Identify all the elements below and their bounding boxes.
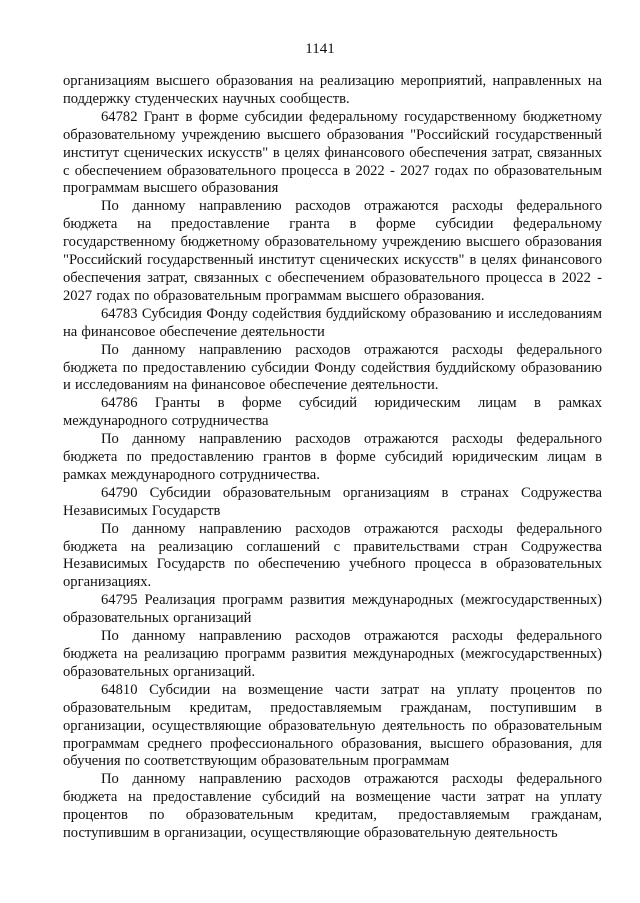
page-number: 1141 <box>305 41 335 57</box>
item-description-64783: По данному направлению расходов отражаются расходы федерального бюджета по предоставлению субсидии Фонду содействия буддийскому образованию и исследованиям на финансовое обеспечение деятельности. <box>63 341 602 394</box>
item-heading-64790: 64790 Субсидии образовательным организациям в странах Содружества Независимых Государств <box>63 484 602 519</box>
item-description-64786: По данному направлению расходов отражаются расходы федерального бюджета по предоставлению грантов в форме субсидий юридическим лицам в рамках международного сотрудничества. <box>63 431 602 483</box>
document-body <box>63 73 602 843</box>
item-heading-64810: 64810 Субсидии на возмещение части затрат на уплату процентов по образовательным кредитам, предоставляемым гражданам, поступившим в организации, осуществляющие образовательную деятельность по образовательным программам среднего профессионального образования, высшего образования, для обучения по соответствующим образовательным программам <box>63 681 602 770</box>
item-heading-64795: 64795 Реализация программ развития международных (межгосударственных) образовательных организаций <box>63 592 602 627</box>
item-heading-64782: 64782 Грант в форме субсидии федеральному государственному бюджетному образовательному учреждению высшего образования "Российский государственный институт сценических искусств" в целях финансового обеспечения затрат, связанных с обеспечением образовательного процесса в 2022 - 2027 годах по образовательным программам высшего образования <box>63 108 602 197</box>
item-heading-64786: 64786 Гранты в форме субсидий юридическим лицам в рамках международного сотрудничества <box>63 395 602 430</box>
item-heading-64783: 64783 Субсидия Фонду содействия буддийскому образованию и исследованиям на финансовое обеспечение деятельности <box>63 305 602 340</box>
paragraph-continuation: организациям высшего образования на реализацию мероприятий, направленных на поддержку студенческих научных сообществ. <box>63 73 602 107</box>
item-description-64795: По данному направлению расходов отражаются расходы федерального бюджета на реализацию программ развития международных (межгосударственных) образовательных организаций. <box>63 628 602 680</box>
item-description-64790: По данному направлению расходов отражаются расходы федерального бюджета на реализацию соглашений с правительствами стран Содружества Независимых Государств по обеспечению учебного процесса в образовательных организациях. <box>63 520 602 591</box>
item-description-64810: По данному направлению расходов отражаются расходы федерального бюджета на предоставление субсидий на возмещение части затрат на уплату процентов по образовательным кредитам, предоставляемым гражданам, поступившим в организации, осуществляющие образовательную деятельность <box>63 771 602 842</box>
item-description-64782: По данному направлению расходов отражаются расходы федерального бюджета на предоставление гранта в форме субсидии федеральному государственному бюджетному образовательному учреждению высшего образования "Российский государственный институт сценических искусств" в целях финансового обеспечения затрат, связанных с обеспечением образовательного процесса в 2022 - 2027 годах по образовательным программам высшего образования. <box>63 198 602 304</box>
